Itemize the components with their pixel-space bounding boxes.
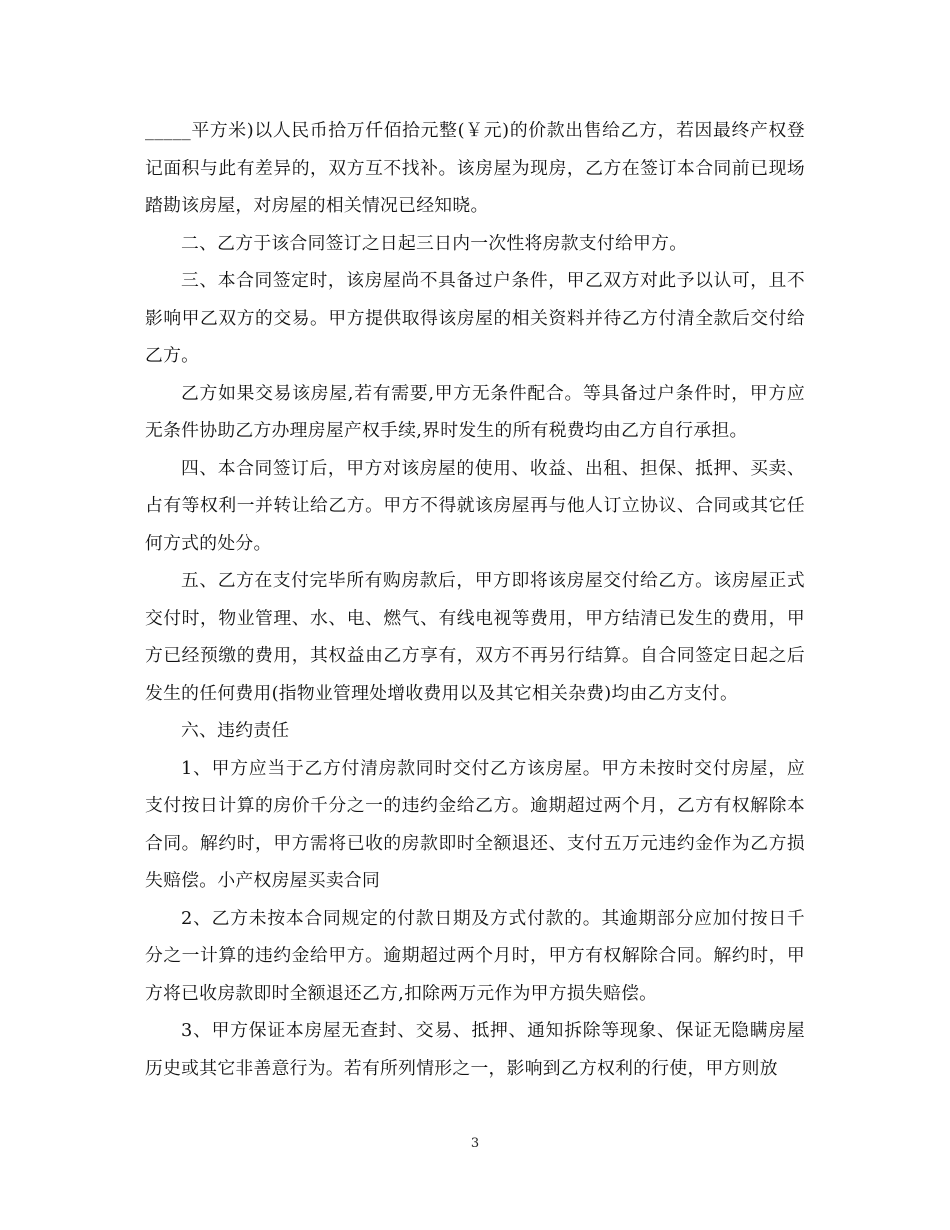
page-number: 3 (470, 1136, 480, 1151)
paragraph-clause-3: 三、本合同签定时，该房屋尚不具备过户条件，甲乙双方对此予以认可，且不影响甲乙双方的交易。甲方提供取得该房屋的相关资料并待乙方付清全款后交付给乙方。 (145, 270, 805, 366)
paragraph-breach-3: 3、甲方保证本房屋无查封、交易、抵押、通知拆除等现象、保证无隐瞒房屋历史或其它非善意行为。若有所列情形之一，影响到乙方权利的行使，甲方则放 (145, 1020, 805, 1079)
section-heading-breach: 六、违约责任 (181, 720, 290, 741)
paragraph-breach-1: 1、甲方应当于乙方付清房款同时交付乙方该房屋。甲方未按时交付房屋，应支付按日计算的房价千分之一的违约金给乙方。逾期超过两个月，乙方有权解除本合同。解约时，甲方需将已收的房款即时全额退还、支付五万元违约金作为乙方损失赔偿。小产权房屋买卖合同 (145, 757, 805, 891)
paragraph-clause-5: 五、乙方在支付完毕所有购房款后，甲方即将该房屋交付给乙方。该房屋正式交付时，物业管理、水、电、燃气、有线电视等费用，甲方结清已发生的费用，甲方已经预缴的费用，其权益由乙方享有，双方不再另行结算。自合同签定日起之后发生的任何费用(指物业管理处增收费用以及其它相关杂费)均由乙方支付。 (145, 570, 805, 704)
paragraph-price-clause: _____平方米)以人民币拾万仟佰拾元整(￥元)的价款出售给乙方，若因最终产权登记面积与此有差异的，双方互不找补。该房屋为现房，乙方在签订本合同前已现场踏勘该房屋，对房屋的相关情况已经知晓。 (145, 120, 805, 216)
paragraph-transfer-cooperation: 乙方如果交易该房屋,若有需要,甲方无条件配合。等具备过户条件时，甲方应无条件协助乙方办理房屋产权手续,界时发生的所有税费均由乙方自行承担。 (145, 382, 805, 441)
paragraph-breach-2: 2、乙方未按本合同规定的付款日期及方式付款的。其逾期部分应加付按日千分之一计算的违约金给甲方。逾期超过两个月时，甲方有权解除合同。解约时，甲方将已收房款即时全额退还乙方,扣除两万元作为甲方损失赔偿。 (145, 907, 805, 1004)
paragraph-clause-4: 四、本合同签订后，甲方对该房屋的使用、收益、出租、担保、抵押、买卖、占有等权利一并转让给乙方。甲方不得就该房屋再与他人订立协议、合同或其它任何方式的处分。 (145, 457, 805, 554)
document-body (145, 112, 805, 1087)
paragraph-clause-2: 二、乙方于该合同签订之日起三日内一次性将房款支付给甲方。 (181, 232, 688, 254)
